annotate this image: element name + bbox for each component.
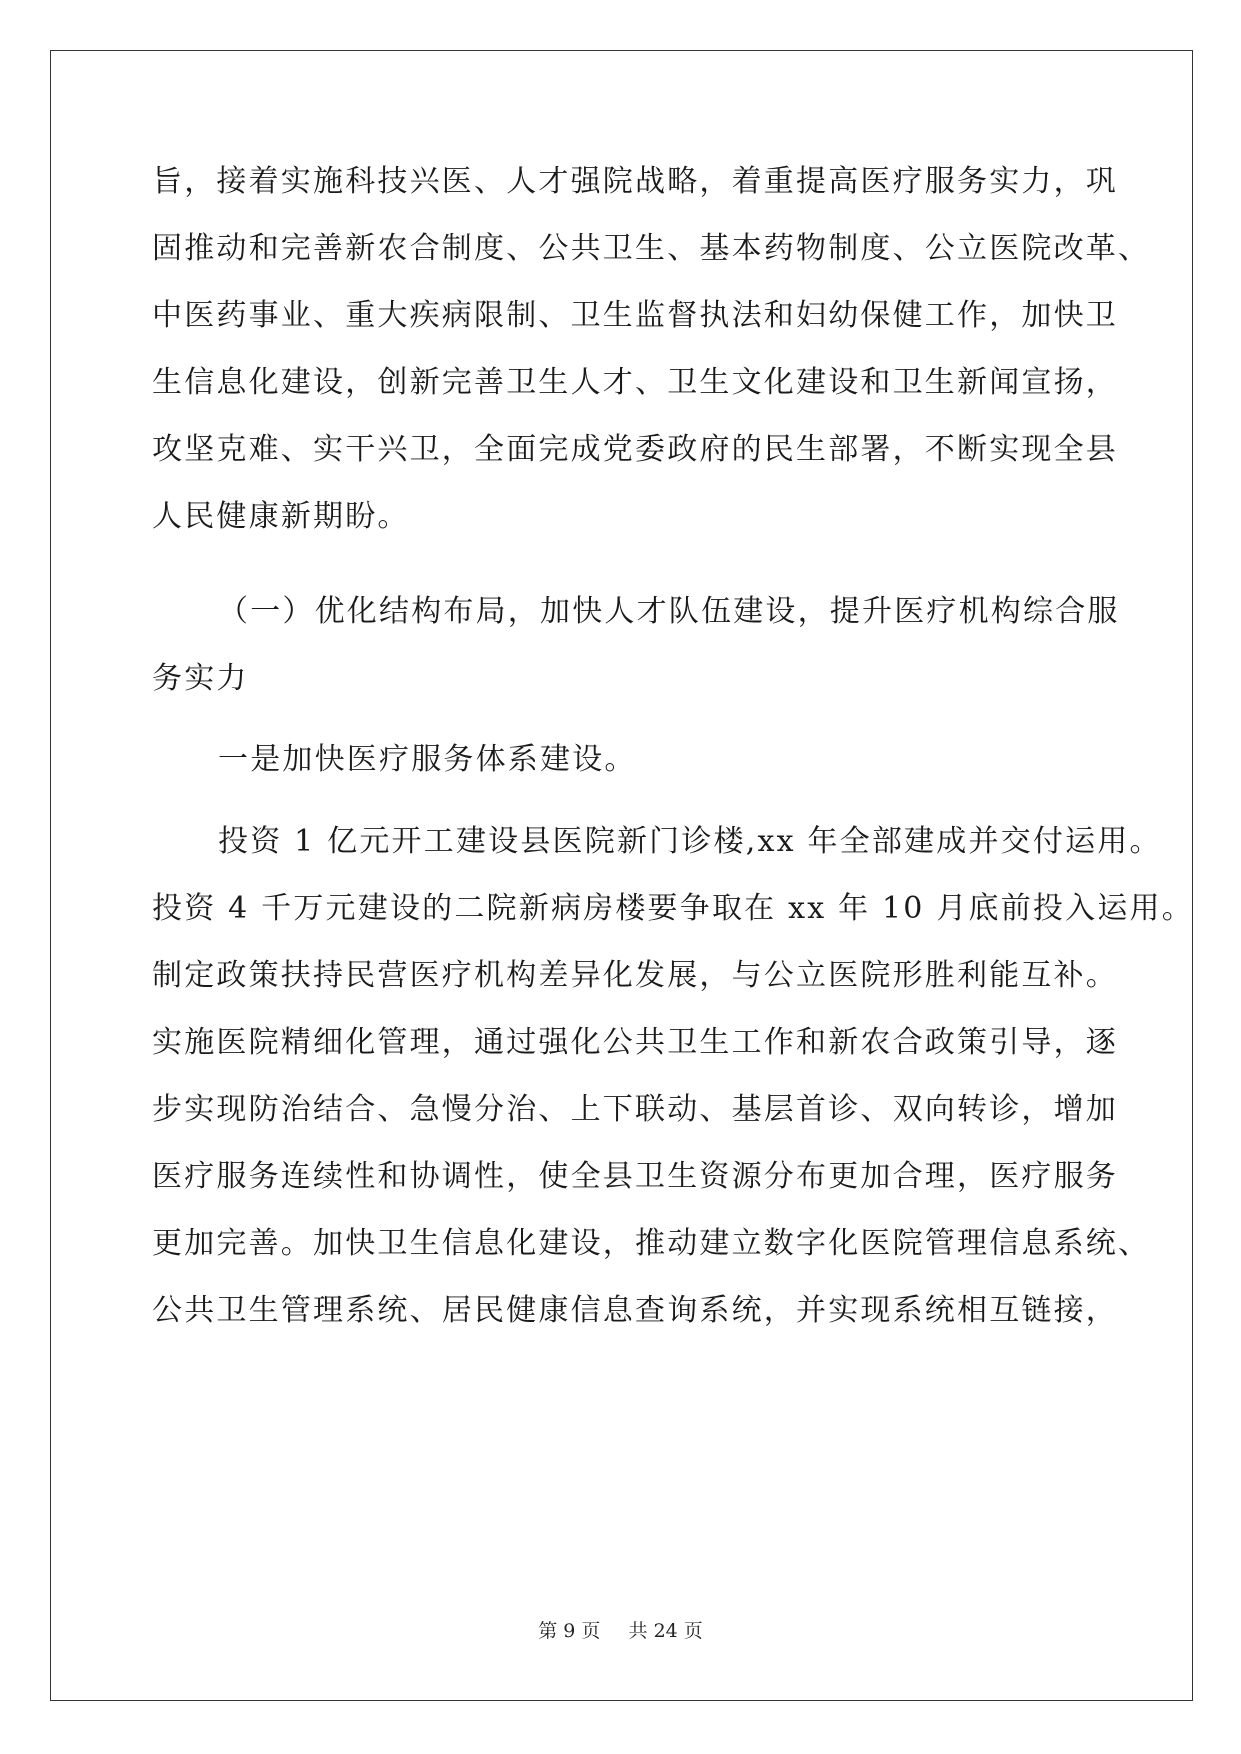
text-line: 攻坚克难、实干兴卫，全面完成党委政府的民生部署，不断实现全县	[152, 432, 1118, 467]
text-line: 生信息化建设，创新完善卫生人才、卫生文化建设和卫生新闻宣扬，	[152, 365, 1118, 400]
text-line: 医疗服务连续性和协调性，使全县卫生资源分布更加合理，医疗服务	[152, 1159, 1118, 1194]
text-line: 更加完善。加快卫生信息化建设，推动建立数字化医院管理信息系统、	[152, 1226, 1151, 1261]
section-heading-line: （一）优化结构布局，加快人才队伍建设，提升医疗机构综合服	[218, 594, 1120, 629]
text-line: 公共卫生管理系统、居民健康信息查询系统，并实现系统相互链接，	[152, 1293, 1118, 1328]
text-line: 步实现防治结合、急慢分治、上下联动、基层首诊、双向转诊，增加	[152, 1092, 1118, 1127]
subheading-line: 一是加快医疗服务体系建设。	[218, 742, 637, 777]
section-heading-line: 务实力	[152, 661, 249, 696]
page-footer	[0, 1616, 1241, 1643]
text-line: 旨，接着实施科技兴医、人才强院战略，着重提高医疗服务实力，巩	[152, 164, 1118, 199]
text-line: 实施医院精细化管理，通过强化公共卫生工作和新农合政策引导，逐	[152, 1025, 1118, 1060]
page-total: 共 24 页	[628, 1620, 703, 1642]
text-line: 投资 4 千万元建设的二院新病房楼要争取在 xx 年 10 月底前投入运用。	[152, 891, 1194, 926]
text-line: 制定政策扶持民营医疗机构差异化发展，与公立医院形胜利能互补。	[152, 958, 1118, 993]
text-line: 投资 1 亿元开工建设县医院新门诊楼,xx 年全部建成并交付运用。	[218, 824, 1162, 859]
text-line: 中医药事业、重大疾病限制、卫生监督执法和妇幼保健工作，加快卫	[152, 298, 1118, 333]
text-line: 固推动和完善新农合制度、公共卫生、基本药物制度、公立医院改革、	[152, 231, 1151, 266]
text-line: 人民健康新期盼。	[152, 499, 410, 534]
page-number: 第 9 页	[538, 1620, 601, 1642]
